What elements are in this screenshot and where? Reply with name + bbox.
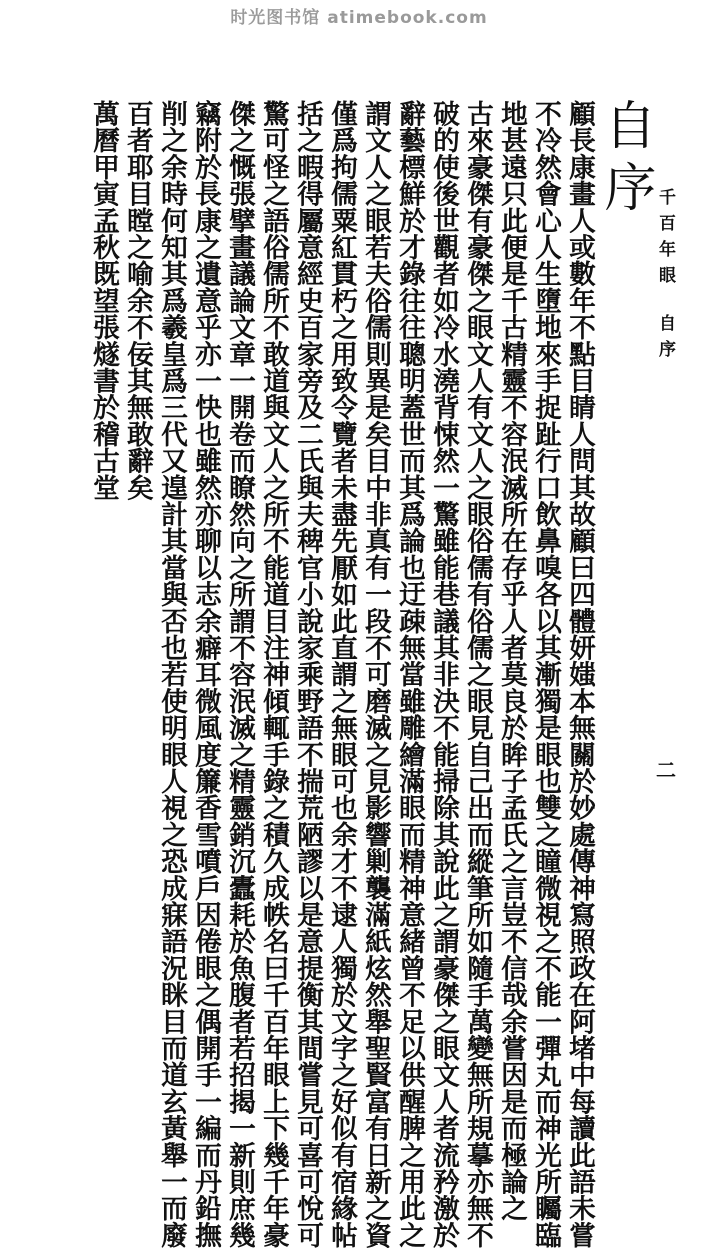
signature-line: 萬曆甲寅孟秋既望張燧書於稽古堂 — [88, 100, 119, 501]
text-column: 削之余時何知其爲羲皇爲三代又遑計其當與否也若使明眼人視之恐成寐語況眯目而道玄黃舉一而廢 — [156, 100, 187, 1248]
text-column: 驚可怪之語俗儒所不敢道與文人之所不能道目注神傾輒手錄之積久成帙名曰千百年眼上下幾千年豪 — [258, 100, 289, 1248]
text-column: 不冷然會心人生墮地來手捉趾行口飲鼻嗅各以其漸獨是眼也雙之瞳微視之不能一彈丸而神光所矚臨 — [530, 100, 561, 1248]
text-column: 古來豪傑有豪傑之眼文人有文人之眼俗儒有俗儒之眼見自己出而縱筆所如隨手萬變無所規摹亦無不 — [462, 100, 493, 1248]
site-watermark: 时光图书馆 atimebook.com — [230, 8, 488, 28]
text-column: 百者耶目瞠之喻余不佞其無敢辭矣 — [122, 100, 153, 501]
running-head-section: 自序 — [655, 314, 675, 366]
text-column: 傑之慨張擘畫議論文章一開卷而瞭然向之所謂不容泯滅之精靈銷沉蠹耗於魚腹者若招揭一新則庶幾 — [224, 100, 255, 1248]
text-column: 僅爲拘儒粟紅貫朽之用致令覽者未盡先厭如此直謂之無眼可也余才不逮人獨於文字之好似有宿緣帖 — [326, 100, 357, 1248]
text-column: 地甚遠只此便是千古精靈不容泯滅所在存乎人者莫良於眸子孟氏之言豈不信哉余嘗因是而極論之 — [496, 100, 527, 1222]
running-head-title: 千百年眼 — [655, 188, 675, 292]
text-column: 謂文人之眼若夫俗儒則異是矣目中非真有一段不可磨滅之見影響剿襲滿紙炫然舉聖賢富有日新之資 — [360, 100, 391, 1248]
running-head — [654, 188, 676, 366]
text-column: 破的使後世觀者如冷水澆背悚然一驚雖能巷議其非決不能掃除其說此之謂豪傑之眼文人者流矜激於 — [428, 100, 459, 1248]
page-number: 二 — [656, 758, 676, 782]
preface-heading: 自序 — [595, 98, 655, 222]
text-column: 竊附於長康之遺意乎亦一快也雖然亦聊以志余癖耳微風度簾香雪噴戶因倦眼之偶開手一編而丹鉛撫 — [190, 100, 221, 1248]
text-column: 辭藝標鮮於才錄往往聰明蓋世而其爲論也迂疎無當雖雕繪滿眼而精神意緒曾不足以供醒脾之用此之 — [394, 100, 425, 1248]
text-column: 顧長康畫人或數年不點目睛人問其故顧曰四體妍媸本無關於妙處傳神寫照政在阿堵中每讀此語未嘗 — [564, 100, 595, 1248]
text-column: 括之暇得屬意經史百家旁及二氏與夫稗官小說家乘野語不揣荒陋謬以是意提衡其間嘗見可喜可悅可 — [292, 100, 323, 1248]
